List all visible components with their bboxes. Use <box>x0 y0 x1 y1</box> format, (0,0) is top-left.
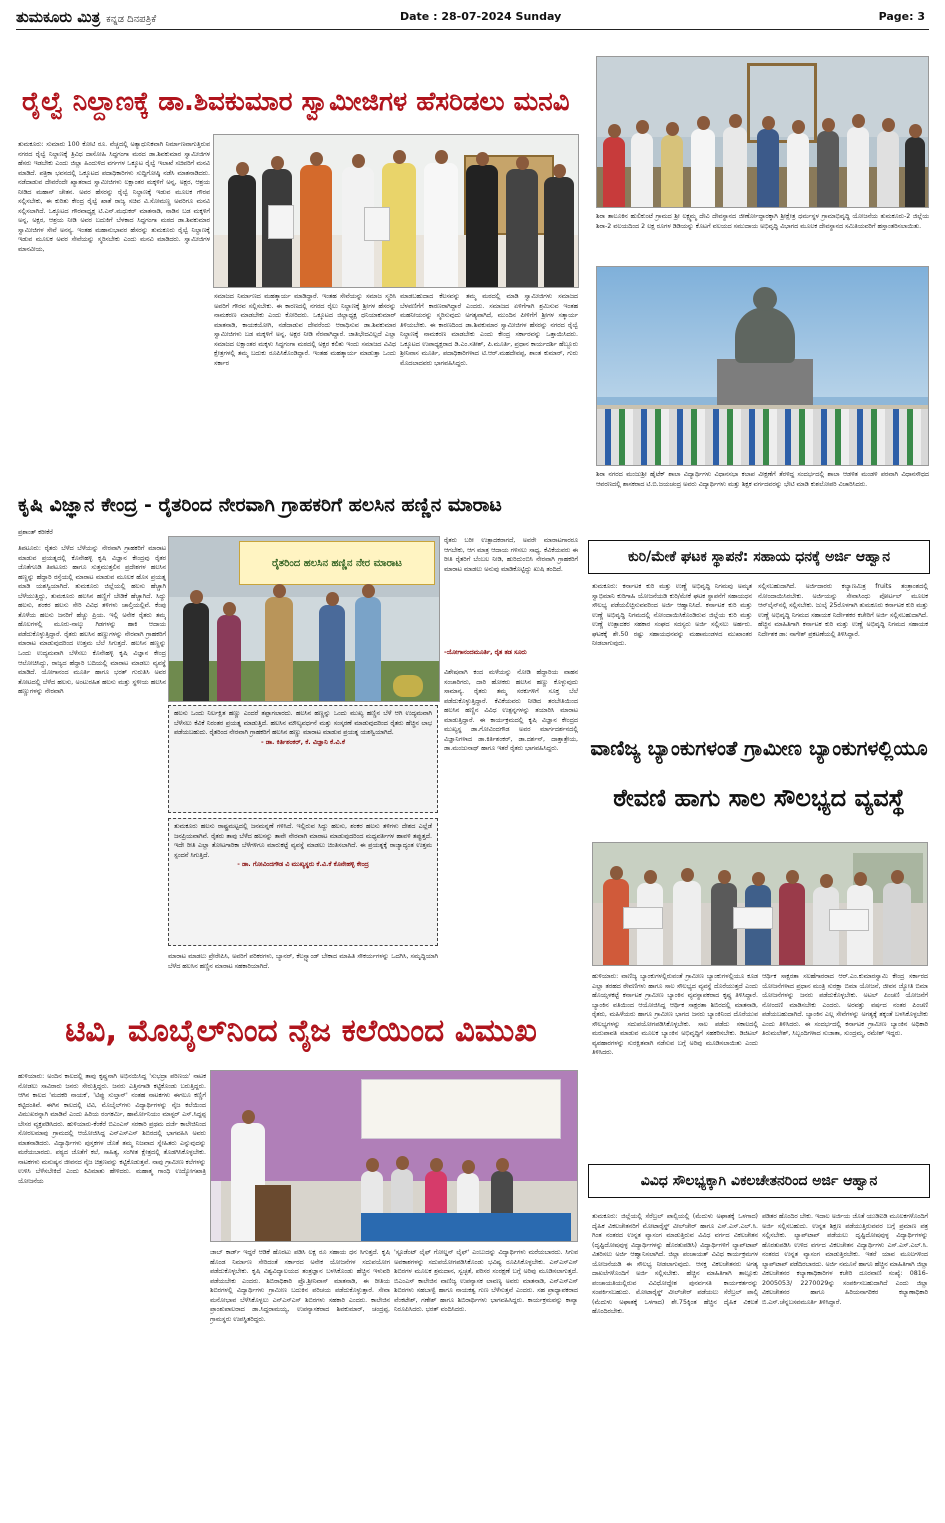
story6-col2: ಆರ್ಥಿಕ ಸಾಕ್ಷರತಾ ಸಲಹೆಗಾರರಾದ ಆರ್.ಎಂ.ಕುಮಾರಸ್ವಾಮಿ ಕೇಂದ್ರ ಸರ್ಕಾರದ ಯೋಜನೆಗಳಾದ ಪ್ರಧಾನ ಮಂತ್ರಿ ಸುರಕ್ಷಾ ಬಿಮಾ ಯೋಜನೆ, ಜೀವನ ಜ್ಯೋತಿ ಬಿಮಾ ಯೋಜನೆಗಳನ್ನು ಜನರು ಪಡೆದುಕೊಳ್ಳಬೇಕು. ಅಟಲ್ ಪಿಂಚಣಿ ಯೋಜನೆಗೆ ನೋಂದಣಿ ಮಾಡಿಸಬೇಕು ಎಂದರು. ಅರವತ್ತು ವರ್ಷದ ನಂತರ ಪಿಂಚಣಿ ಪಡೆಯಬಹುದಾಗಿದೆ. ಬ್ಯಾಂಕಿನ ಎಲ್ಲ ಸೇವೆಗಳನ್ನು ಅಗತ್ಯಕ್ಕೆ ತಕ್ಕಂತೆ ಬಳಸಿಕೊಳ್ಳಬೇಕು ಎಂದು ತಿಳಿಸಿದರು. ಈ ಸಂದರ್ಭದಲ್ಲಿ ಕರ್ನಾಟಕ ಗ್ರಾಮೀಣ ಬ್ಯಾಂಕಿನ ಅಧಿಕಾರಿ ತಿರುಮಲೇಶ್, ಸಿಬ್ಬಂದಿಗಳಾದ ಸುಜಾತಾ, ಸುಂದ್ರಮ್ಮ, ರಮೇಶ್ ಇದ್ದರು. <box>762 973 928 1038</box>
story6-headline-line2: ಠೇವಣಿ ಹಾಗು ಸಾಲ ಸೌಲಭ್ಯದ ವ್ಯವಸ್ಥೆ <box>613 784 905 812</box>
story5-col2: ಸಲ್ಲಿಸಬಹುದಾಗಿದೆ. ಅರ್ಜಿದಾರರು ಕಲ್ಯಾಣಮಿತ್ರ fruits ತಂತ್ರಾಂಶದಲ್ಲಿ ನೋಂದಾಯಿಸಿರಬೇಕು. ಅರ್ಜಿಯನ್ನು ಸೇವಾಸಿಂಧು ಪೋರ್ಟಲ್ ಮೂಲಕ ಆನ್‌ಲೈನ್‌ನಲ್ಲಿ ಸಲ್ಲಿಸಬೇಕು. ಜುಲೈ 25ರೊಳಗಾಗಿ ತುಮಕೂರು ಕರ್ನಾಟಕ ಕುರಿ ಮತ್ತು ಉಣ್ಣೆ ಅಭಿವೃದ್ಧಿ ನಿಗಮದ ಸಹಾಯಕ ನಿರ್ದೇಶಕರ ಕಚೇರಿಗೆ ಅರ್ಜಿ ಸಲ್ಲಿಸಬಹುದಾಗಿದೆ. ಹೆಚ್ಚಿನ ಮಾಹಿತಿಗಾಗಿ ಕರ್ನಾಟಕ ಕುರಿ ಮತ್ತು ಉಣ್ಣೆ ಅಭಿವೃದ್ಧಿ ನಿಗಮದ ಸಹಾಯಕ ನಿರ್ದೇಶಕ ಡಾ: ನಾಗೇಶ್ ಪ್ರಕಟಣೆಯಲ್ಲಿ ತಿಳಿಸಿದ್ದಾರೆ. <box>758 583 928 638</box>
story7-headline: ಟಿವಿ, ಮೊಬೈಲ್‌ನಿಂದ ನೈಜ ಕಲೆಯಿಂದ ವಿಮುಖ <box>65 1013 537 1049</box>
story4-farmer-sig: -ಯೋಗಾನಂದಮೂರ್ತಿ, ರೈತ ತಡ ಸೂರು <box>444 649 527 656</box>
issue-date: Date : 28-07-2024 Sunday <box>400 10 562 23</box>
story6-col1: ಹುಳಿಯಾರು: ವಾಣಿಜ್ಯ ಬ್ಯಾಂಕುಗಳಲ್ಲಿರುವಂತೆ ಗ್ರಾಮೀಣ ಬ್ಯಾಂಕುಗಳಲ್ಲಿಯೂ ಕೂಡ ಎಲ್ಲಾ ತರಹದ ಠೇವಣಿಗಳು ಹಾಗೂ ಸಾಲ ಸೌಲಭ್ಯದ ವ್ಯವಸ್ಥೆ ದೊರೆಯುತ್ತದೆ ಎಂದು ಹೊಯ್ಸಳಕಟ್ಟೆ ಕರ್ನಾಟಕ ಗ್ರಾಮೀಣ ಬ್ಯಾಂಕಿನ ವ್ಯವಸ್ಥಾಪಕರಾದ ಕೃಷ್ಣ ತಿಳಿಸಿದ್ದಾರೆ. ಬ್ಯಾಂಕಿನ ವತಿಯಿಂದ ಆಯೋಜಿಸಿದ್ದ ಆರ್ಥಿಕ ಸಾಕ್ಷರತಾ ಶಿಬಿರದಲ್ಲಿ ಮಾತನಾಡಿ, ರೈತರು, ಮಹಿಳೆಯರು ಹಾಗೂ ಗ್ರಾಮೀಣ ಭಾಗದ ಜನರು ಬ್ಯಾಂಕಿನಿಂದ ದೊರೆಯುವ ಸೌಲಭ್ಯಗಳನ್ನು ಸದುಪಯೋಗಪಡಿಸಿಕೊಳ್ಳಬೇಕು. ಸಾಲ ಪಡೆದು ಸಕಾಲದಲ್ಲಿ ಮರುಪಾವತಿ ಮಾಡುವ ಮೂಲಕ ಬ್ಯಾಂಕಿನ ಅಭಿವೃದ್ಧಿಗೆ ಸಹಕರಿಸಬೇಕು. ಡಿಜಿಟಲ್ ವ್ಯವಹಾರಗಳನ್ನು ಸುರಕ್ಷಿತವಾಗಿ ನಡೆಸುವ ಬಗ್ಗೆ ಅರಿವು ಮೂಡಿಸಲಾಯಿತು ಎಂದು ತಿಳಿಸಿದರು. <box>592 973 758 1057</box>
story1-headline: ರೈಲ್ವೆ ನಿಲ್ದಾಣಕ್ಕೆ ಡಾ.ಶಿವಕುಮಾರ ಸ್ವಾಮೀಜಿಗಳ ಹೆಸರಿಡಲು ಮನವಿ <box>22 87 570 117</box>
story1-col3: ಮಾಡಬಹುದಾದ ಕೆಲಸವನ್ನು ತಮ್ಮ ಮಠದಲ್ಲಿ ಮಾಡಿ ಸ್ವಾಮೀಜಿಗಳು ಸಮಾಜದ ಬೆಳವಣಿಗೆಗೆ ಕಾರಣರಾಗಿದ್ದಾರೆ ಎಂದರು. ಸಮಾಜದ ಏಳಿಗೆಗಾಗಿ ಶ್ರಮಿಸುವ ಇಂತಹ ಮಹನೀಯರನ್ನು ಸ್ಮರಿಸುವುದು ಅಗತ್ಯವಾಗಿದೆ, ಮುಂದಿನ ಪೀಳಿಗೆಗೆ ಶ್ರೀಗಳ ಸತ್ಕಾರ್ಯ ತಿಳಿಯಬೇಕು. ಈ ಕಾರಣದಿಂದ ಡಾ.ಶಿವಕುಮಾರ ಸ್ವಾಮೀಜಿಗಳ ಹೆಸರನ್ನು ನಗರದ ರೈಲ್ವೆ ನಿಲ್ದಾಣಕ್ಕೆ ನಾಮಕರಣ ಮಾಡಬೇಕು ಎಂದು ಕೇಂದ್ರ ಸರ್ಕಾರವನ್ನು ಒತ್ತಾಯಿಸಿದರು. ಒಕ್ಕೂಟದ ಉಪಾಧ್ಯಕ್ಷರಾದ ಡಿ.ಎಂ.ಸತೀಶ್, ಪಿ.ಮೂರ್ತಿ, ಪ್ರಧಾನ ಕಾರ್ಯದರ್ಶಿ ಹೆಬ್ಬೂರು ಶ್ರೀನಿವಾಸ ಮೂರ್ತಿ, ಪದಾಧಿಕಾರಿಗಳಾದ ಟಿ.ಆರ್.ಮಹದೇವಪ್ಪ, ಶಾಂತ ಕುಮಾರ್, ಗುರು ಮೊದಲಾದವರು ಭಾಗವಹಿಸಿದ್ದರು. <box>400 293 578 367</box>
story4-col1: ತಿಪಟೂರು: ರೈತರು ಬೆಳೆದ ಬೆಳೆಯನ್ನು ನೇರವಾಗಿ ಗ್ರಾಹಕರಿಗೆ ಮಾರಾಟ ಮಾಡುವ ಪ್ರಯತ್ನದಲ್ಲಿ ಕೊನೇಹಳ್ಳಿ ಕೃಷಿ ವಿಜ್ಞಾನ ಕೇಂದ್ರವು ರೈತರ ಜೊತೆಗೂಡಿ ತಿಪಟೂರು ಹಾಗೂ ಸುತ್ತಮುತ್ತಲಿನ ಪ್ರದೇಶಗಳ ಹಲಸಿನ ಹಣ್ಣನ್ನು ಹೆದ್ದಾರಿ ರಸ್ತೆಯಲ್ಲಿ ಮಾರಾಟ ಮಾಡುವ ಮೂಲಕ ಹೊಸ ಪ್ರಯತ್ನ ಮಾಡಿ ಯಶಸ್ವಿಯಾಗಿದೆ. ತುಮಕೂರು ಜಿಲ್ಲೆಯಲ್ಲಿ ಹಲಸು ಹೆಚ್ಚಾಗಿ ಬೆಳೆಯುತ್ತಿದ್ದು, ತುಮಕೂರು ಹಲಸಿನ ಹಣ್ಣಿಗೆ ಬೇಡಿಕೆ ಹೆಚ್ಚಾಗಿದೆ. ಸಿದ್ದು ಹಲಸು, ಶಂಕರ ಹಲಸು ಸೇರಿ ವಿವಿಧ ತಳಿಗಳು ಚಾಲ್ತಿಯಲ್ಲಿವೆ. ಕೆಂಪು ತೊಳೆಯ ಹಲಸು ಜನರಿಗೆ ಹೆಚ್ಚು ಪ್ರಿಯ. ಇಲ್ಲಿ ಅನೇಕ ರೈತರು ತಮ್ಮ ಹೊಲಗಳಲ್ಲಿ ಮೂರು-ನಾಲ್ಕು ಗಿಡಗಳನ್ನು ಹಾಕಿ ಆದಾಯ ಪಡೆದುಕೊಳ್ಳುತ್ತಿದ್ದಾರೆ. ರೈತರು ಹಲಸಿನ ಹಣ್ಣುಗಳನ್ನು ನೇರವಾಗಿ ಗ್ರಾಹಕರಿಗೆ ಮಾರಾಟ ಮಾಡುವುದರಿಂದ ಉತ್ತಮ ಬೆಲೆ ಸಿಗುತ್ತದೆ. ಹಲಸಿನ ಹಣ್ಣನ್ನು ಒಂದು ಉದ್ಯಮವಾಗಿ ಬೆಳೆಸಲು ಕೊನೇಹಳ್ಳಿ ಕೃಷಿ ವಿಜ್ಞಾನ ಕೇಂದ್ರ ಆಲೋಚಿಸಿದ್ದು, ರಾಜ್ಯದ ಹೆದ್ದಾರಿ ಬದಿಯಲ್ಲಿ ಮಾರಾಟ ಮಾಡಲು ವ್ಯವಸ್ಥೆ ಮಾಡಿದೆ. ಯೋಗಾನಂದ ಮೂರ್ತಿ ಹಾಗೂ ಭರತ್ ಗುರುತಿಸಿ ಅವರ ತೋಟದಲ್ಲಿ ಬೆಳೆದ ಹಲಸು, ಅಂಟುರಹಿತ ಹಲಸು ಮತ್ತು ಸ್ಥಳೀಯ ಹಲಸಿನ ಹಣ್ಣುಗಳನ್ನು ನೇರವಾಗಿ <box>18 545 166 696</box>
story4-byline: ಪ್ರಶಾಂತ್ ಕರೀಕೆರೆ <box>18 529 53 536</box>
masthead-title: ತುಮಕೂರು ಮಿತ್ರ <box>16 8 101 26</box>
story1-col2: ಸಮಾಜದ ನಿರ್ಮಾಣದ ಮಹತ್ಕಾರ್ಯ ಮಾಡಿದ್ದಾರೆ. ಇಂತಹ ಸೇವೆಯನ್ನು ಸಮಾಜ ಸ್ಮರಿಸಿ ಅವರಿಗೆ ಗೌರವ ಸಲ್ಲಿಸಬೇಕು. ಈ ಕಾರಣದಲ್ಲಿ ನಗರದ ರೈಲು ನಿಲ್ದಾಣಕ್ಕೆ ಶ್ರೀಗಳ ಹೆಸರನ್ನು ನಾಮಕರಣ ಮಾಡಬೇಕು ಎಂದು ಕೋರಿದರು. ಒಕ್ಕೂಟದ ಜಿಲ್ಲಾಧ್ಯಕ್ಷ ಧನಿಯಾಕುಮಾರ್ ಮಾತನಾಡಿ, ಕಾಯಕಯೋಗಿ, ನಡೆದಾಡುವ ದೇವರೆಂದು ಆರಾಧಿಸುವ ಡಾ.ಶಿವಕುಮಾರ ಸ್ವಾಮೀಜಿಗಳು ಬಡ ಮಕ್ಕಳಿಗೆ ಅನ್ನ, ಅಕ್ಷರ ನೀಡಿ ನೆರವಾಗಿದ್ದಾರೆ. ಜಾತಿಭೇದವಿಲ್ಲದೆ ಎಲ್ಲಾ ಸಮಾಜದ ಲಕ್ಷಾಂತರ ಮಕ್ಕಳು ಸಿದ್ಧಗಂಗಾ ಮಠದಲ್ಲಿ ಅಕ್ಷರ ಕಲಿತು ಇಂದು ಸಮಾಜದ ವಿವಿಧ ಕ್ಷೇತ್ರಗಳಲ್ಲಿ ತಮ್ಮ ಬದುಕು ರೂಪಿಸಿಕೊಂಡಿದ್ದಾರೆ. ಇಂತಹ ಮಹತ್ಕಾರ್ಯ ಮಾಡುತ್ತಾ ಒಂದು ಸರ್ಕಾರ <box>214 293 396 367</box>
story7-photo <box>210 1070 578 1242</box>
story7-col1: ಹುಳಿಯಾರು: ಅಂದಿನ ಕಾಲದಲ್ಲಿ ತಾವು ಕೃಷ್ಣನಾಗಿ ಅಭಿನಯಿಸಿದ್ದ 'ಸುಭದ್ರಾ ಪರಿಣಯ' ನಾಟಕ ನೋಡಲು ಸಾವಿರಾರು ಜನರು ಸೇರುತ್ತಿದ್ದರು. ಜನರು ಎತ್ತಿನಗಾಡಿ ಕಟ್ಟಿಕೊಂಡು ಬರುತ್ತಿದ್ದರು. ಆಗಿನ ಕಾಲದ 'ಮದಕರಿ ನಾಯಕ', 'ಟಿಪ್ಪು ಸುಲ್ತಾನ್' ನಂತಹ ನಾಟಕಗಳು ಈಗಲೂ ಕಣ್ಣಿಗೆ ಕಟ್ಟಿದಂತಿವೆ. ಈಗಿನ ಕಾಲದಲ್ಲಿ ಟಿವಿ, ಮೊಬೈಲ್‌ಗಳು ವಿದ್ಯಾರ್ಥಿಗಳನ್ನು ನೈಜ ಕಲೆಯಿಂದ ವಿಮುಖರನ್ನಾಗಿ ಮಾಡಿವೆ ಎಂದು ಹಿರಿಯ ರಂಗಕರ್ಮಿ, ಹಾರ್ಮೋನಿಯಂ ಮಾಸ್ಟರ್ ಎಸ್.ಸಿದ್ದಪ್ಪ ಬೇಸರ ವ್ಯಕ್ತಪಡಿಸಿದರು. ಹುಳಿಯಾರು-ಕೆಂಕೆರೆ ಬಿಎಂಎಸ್ ಸರಕಾರಿ ಪ್ರಥಮ ದರ್ಜೆ ಕಾಲೇಜಿನಿಂದ ಸೋರಲಮಾವು ಗ್ರಾಮದಲ್ಲಿ ಆಯೋಜಿಸಿದ್ದ ಎನ್‌ಎಸ್‌ಎಸ್ ಶಿಬಿರದಲ್ಲಿ ಭಾಗವಹಿಸಿ ಅವರು ಮಾತನಾಡಿದರು. ವಿದ್ಯಾರ್ಥಿಗಳು ಪುಸ್ತಕಗಳ ಜೊತೆ ತಮ್ಮ ನಿಜವಾದ ಸ್ನೇಹಿತರು ಎನ್ನುವುದನ್ನು ಮರೆಯಬಾರದು. ಪಠ್ಯದ ಜೊತೆಗೆ ಕಲೆ, ಸಾಹಿತ್ಯ, ಸಂಗೀತ ಕ್ಷೇತ್ರದಲ್ಲಿ ತೊಡಗಿಸಿಕೊಳ್ಳಬೇಕು. ನಾಟಕಗಳು ಮನುಷ್ಯನ ಜೀವನದ ನೈಜ ಚಿತ್ರಣವನ್ನು ಕಟ್ಟಿಕೊಡುತ್ತವೆ. ನಾವು ಗ್ರಾಮೀಣ ಕಲೆಗಳನ್ನು ಉಳಿಸಿ ಬೆಳೆಸಬೇಕಿದೆ ಎಂದು ಕಿವಿಮಾತು ಹೇಳಿದರು. ಮಹಾತ್ಮ ಗಾಂಧಿ ಉದ್ಯೋಗಖಾತ್ರಿ ಯೋಜನೆಯ <box>18 1073 206 1186</box>
story7-col2: ಜಾಬ್ ಕಾರ್ಡ್ ಇದ್ದರೆ ಆಡಿಕೆ ಹೊರಟು ಪಡಿಸಿ ಲಕ್ಷ ರೂ ಸಹಾಯ ಧನ ಸಿಗುತ್ತದೆ. ಕೃಷಿ ಹೊಂಡ ನಿರ್ಮಾಣ ಸೇರಿದಂತೆ ಸರ್ಕಾರದ ಅನೇಕ ಯೋಜನೆಗಳ ಸದುಪಯೋಗ ಪಡೆದುಕೊಳ್ಳಬೇಕು. ಕೃಷಿ ವಿಶ್ವವಿದ್ಯಾಲಯದ ತಂತ್ರಜ್ಞಾನ ಬಳಸಿಕೊಂಡು ಹೆಚ್ಚಿನ ಇಳುವರಿ ಪಡೆಯಬೇಕು ಎಂದರು. ಶಿಬಿರಾಧಿಕಾರಿ ಪ್ರೊ.ಶ್ರೀನಿವಾಸ್ ಮಾತನಾಡಿ, ಈ ರೀತಿಯ ಶಿಬಿರಗಳಲ್ಲಿ ವಿದ್ಯಾರ್ಥಿಗಳು ಗ್ರಾಮೀಣ ಬದುಕಿನ ಪರಿಚಯ ಪಡೆದುಕೊಳ್ಳುತ್ತಾರೆ. ಸೇವಾ ಮನೋಭಾವ ಬೆಳೆಸಿಕೊಳ್ಳಲು ಎನ್‌ಎಸ್‌ಎಸ್ ಶಿಬಿರಗಳು ಸಹಕಾರಿ ಎಂದರು. ಕಾಲೇಜಿನ ಪ್ರಾಂಶುಪಾಲರಾದ ಡಾ.ಸಿದ್ದರಾಮಯ್ಯ, ಉಪನ್ಯಾಸಕರಾದ ಶಿವಕುಮಾರ್, ಚಂದ್ರಪ್ಪ, ಗ್ರಾಮಸ್ಥರು ಉಪಸ್ಥಿತರಿದ್ದರು. <box>210 1249 390 1323</box>
story4-quote-1-signature: - ಡಾ. ಕಿರ್ತಿಶಂಕರ್, ಕೆ. ವಿಜ್ಞಾನಿ ಕೆ.ವಿ.ಕೆ <box>261 738 345 746</box>
story2-photo <box>596 56 929 208</box>
story5-headline: ಕುರಿ/ಮೇಕೆ ಘಟಕ ಸ್ಥಾಪನೆ: ಸಹಾಯ ಧನಕ್ಕೆ ಅರ್ಜಿ ಆಹ್ವಾನ <box>588 540 930 574</box>
story6-headline-line1: ವಾಣಿಜ್ಯ ಬ್ಯಾಂಕುಗಳಂತೆ ಗ್ರಾಮೀಣ ಬ್ಯಾಂಕುಗಳಲ್ಲಿಯೂ <box>590 736 928 760</box>
story4-col3: ವಿಶೇಷವಾಗಿ ಕಂದ ಮಳೆಯನ್ನು ನೋಡಿ ಹೆದ್ದಾರಿಯ ವಾಹನ ಸಂಚಾರಿಗರು, ದಾರಿ ಹೋಕರು ಹಲಸಿನ ಹಣ್ಣು ಕೊಳ್ಳುವುದು ಸಾಮಾನ್ಯ. ರೈತರು ತಮ್ಮ ಸರಕುಗಳಿಗೆ ಸೂಕ್ತ ಬೆಲೆ ಪಡೆದುಕೊಳ್ಳುತ್ತಿದ್ದಾರೆ. ಕೆವಿಕೆಯವರು ನೀಡಿದ ತರಬೇತಿಯಿಂದ ಹಲಸಿನ ಹಣ್ಣಿನ ವಿವಿಧ ಉತ್ಪನ್ನಗಳನ್ನು ತಯಾರಿಸಿ ಮಾರಾಟ ಮಾಡುತ್ತಿದ್ದಾರೆ. ಈ ಕಾರ್ಯಕ್ರಮದಲ್ಲಿ ಕೃಷಿ ವಿಜ್ಞಾನ ಕೇಂದ್ರದ ಮುಖ್ಯಸ್ಥ ಡಾ.ಗೋವಿಂದಗೌಡ ಅವರ ಮಾರ್ಗದರ್ಶನದಲ್ಲಿ ವಿಜ್ಞಾನಿಗಳಾದ ಡಾ.ಕಿರ್ತಿಶಂಕರ್, ಡಾ.ದರ್ಶನ್, ದಾತ್ತಾತ್ರೇಯ, ಡಾ.ಮಂಜುನಾಥ್ ಹಾಗೂ ಇತರೆ ರೈತರು ಭಾಗವಹಿಸಿದ್ದರು. <box>444 669 578 753</box>
story4-banner: ರೈತರಿಂದ ಹಲಸಿನ ಹಣ್ಣಿನ ನೇರ ಮಾರಾಟ <box>239 541 435 585</box>
story8-headline: ವಿವಿಧ ಸೌಲಭ್ಯಕ್ಕಾಗಿ ವಿಕಲಚೇತನರಿಂದ ಅರ್ಜಿ ಆಹ್ವಾನ <box>588 1164 930 1198</box>
story4-photo <box>168 536 440 702</box>
story4-quote-1: ಹಲಸು ಒಂದು ನಿರ್ಲಕ್ಷಿತ ಹಣ್ಣು ಎಂದರೆ ತಪ್ಪಾಗಲಾರದು. ಹಲಸಿನ ಹಣ್ಣನ್ನು ಒಂದು ಮುಖ್ಯ ಹಣ್ಣಿನ ಬೆಳೆ ಆಗಿ ಉದ್ಯಮವಾಗಿ ಬೆಳೆಸಲು ಕೆವಿಕೆ ನಿರಂತರ ಪ್ರಯತ್ನ ಮಾಡುತ್ತಿದೆ. ಹಲಸಿನ ಮೌಲ್ಯವರ್ಧನೆ ಮತ್ತು ಸಂಸ್ಕರಣೆ ಮಾಡುವುದರಿಂದ ರೈತರು ಹೆಚ್ಚಿನ ಲಾಭ ಪಡೆಯಬಹುದು. ರೈತರಿಂದ ನೇರವಾಗಿ ಗ್ರಾಹಕರಿಗೆ ಹಲಸಿನ ಹಣ್ಣು ಮಾರಾಟ ಮಾಡುವ ಪ್ರಯತ್ನ ಯಶಸ್ವಿಯಾಗಿದೆ. <box>174 710 432 737</box>
story2-caption: ಶಿರಾ ತಾಲೂಕಿನ ಹುಲಿಕುಂಟೆ ಗ್ರಾಮದ ಶ್ರೀ ಲಕ್ಷ್ಮಮ್ಮ ದೇವಿ ದೇವಸ್ಥಾನದ ಜೀರ್ಣೋದ್ಧಾರಕ್ಕಾಗಿ ಶ್ರೀಕ್ಷೇತ್ರ ಧರ್ಮಸ್ಥಳ ಗ್ರಾಮಾಭಿವೃದ್ಧಿ ಯೋಜನೆಯ ತುಮಕೂರು-2 ಜಿಲ್ಲೆಯ ಶಿರಾ-2 ವಲಯದಿಂದ 2 ಲಕ್ಷ ರೂಗಳ ಡಿಡಿಯನ್ನು ಕೊಟಗೆ ವಲಯದ ಸಮುದಾಯ ಅಭಿವೃದ್ಧಿ ವಿಭಾಗದ ಮೂಲಕ ದೇವಸ್ಥಾನದ ಸಮಿತಿಯವರಿಗೆ ಹಸ್ತಾಂತರಿಸಲಾಯಿತು. <box>596 213 929 230</box>
masthead-subtitle: ಕನ್ನಡ ದಿನಪತ್ರಿಕೆ <box>106 14 157 25</box>
story4-quote-2-signature: - ಡಾ. ಗೋವಿಂದಗೌಡ ವಿ ಮುಖ್ಯಸ್ಥರು ಕೆ.ವಿ.ಕೆ ಕೊನೇಹಳ್ಳಿ ಕೇಂದ್ರ <box>237 861 369 869</box>
story4-tail: ಮಾರಾಟ ಮಾಡಲು ಪ್ರೇರೇಪಿಸಿ, ಅವರಿಗೆ ಪರಿಕರಗಳು, ಬ್ಯಾನರ್, ಕೆಲಸ್ಟ್ಯಾಂಡ್ ಬೇಕಾದ ಮಾಹಿತಿ ಸೌಕರ್ಯಗಳನ್ನು ಒದಗಿಸಿ, ಸಮೃದ್ಧಿಯಾಗಿ ಬೆಳೆದ ಹಲಸಿನ ಹಣ್ಣಿನ ಮಾರಾಟ ಸಹಕಾರಿಯಾಗಿದೆ. <box>168 953 438 970</box>
story8-col1: ತುಮಕೂರು: ಜಿಲ್ಲೆಯಲ್ಲಿ ಸೆರೆಬ್ರಲ್ ಪಾಲ್ಸಿಯಲ್ಲಿ (ಮೆದುಳು ಅಘಾತಕ್ಕೆ ಒಳಗಾದ) ದೈಹಿಕ ವಿಕಲಚೇತನರಿಗೆ ಮೋಟಾರೈಸ್ಡ್ ವೀಲ್‌ಚೇರ್ ಹಾಗೂ ಎಸ್.ಎಸ್.ಎಲ್.ಸಿ. ಗಿಂತ ನಂತರದ ಉನ್ನತ ವ್ಯಾಸಂಗ ಮಾಡುತ್ತಿರುವ ವಿವಿಧ ವರ್ಗದ ವಿಕಲಚೇತನ (ದೃಷ್ಟಿದೋಷವುಳ್ಳ ವಿದ್ಯಾರ್ಥಿಗಳನ್ನು ಹೊರತುಪಡಿಸಿ) ವಿದ್ಯಾರ್ಥಿಗಳಿಗೆ ಲ್ಯಾಪ್‌ಟಾಪ್ ವಿತರಿಸಲು ಅರ್ಜಿ ಆಹ್ವಾನಿಸಲಾಗಿದೆ. ಜಿಲ್ಲಾ ಪಂಚಾಯತ್ ವಿವಿಧ ಕಾರ್ಯಕ್ರಮಗಳ ಯೋಜನೆಯಡಿ ಈ ಸೌಲಭ್ಯ ನೀಡಲಾಗುವುದು. ಆಸಕ್ತ ವಿಕಲಚೇತನರು ಅಗತ್ಯ ದಾಖಲೆಗಳೊಂದಿಗೆ ಅರ್ಜಿ ಸಲ್ಲಿಸಬೇಕು. ಹೆಚ್ಚಿನ ಮಾಹಿತಿಗಾಗಿ ತಾಲ್ಲೂಕು ಪಂಚಾಯತಿಯಲ್ಲಿರುವ ವಿವಿಧೋದ್ದೇಶ ಪುನರ್ವಸತಿ ಕಾರ್ಯಕರ್ತರನ್ನು ಸಂಪರ್ಕಿಸಬಹುದು. ಮೋಟಾರೈಸ್ಡ್ ವೀಲ್‌ಚೇರ್ ಪಡೆಯಲು ಸೆರೆಬ್ರಲ್ ಪಾಲ್ಸಿ (ಮೆದುಳು ಅಘಾತಕ್ಕೆ ಒಳಗಾದ) ಶೇ.75ಕ್ಕಿಂತ ಹೆಚ್ಚಿನ ದೈಹಿಕ ವಿಕಲತೆ ಹೊಂದಿರಬೇಕು. <box>592 1213 758 1316</box>
masthead <box>16 8 156 26</box>
story3-caption: ಶಿರಾ ನಗರದ ಮಂಜುಶ್ರೀ ಹೈಟೆಕ್ ಶಾಲಾ ವಿದ್ಯಾರ್ಥಿಗಳು ವಿಧಾನಸಭಾ ಕಲಾಪ ವೀಕ್ಷಣೆಗೆ ತೆರಳಿದ್ದ ಸಂದರ್ಭದಲ್ಲಿ ಶಾಲಾ ಆಡಳಿತ ಮಂಡಳಿ ಪರವಾಗಿ ವಿಧಾನಸೌಧದ ಆವರಣದಲ್ಲಿ ಶಾಸಕರಾದ ಟಿ.ಬಿ.ಜಯಚಂದ್ರ ಅವರು ವಿದ್ಯಾರ್ಥಿಗಳು ಮತ್ತು ಶಿಕ್ಷಕ ವರ್ಗದವರನ್ನು ಭೇಟಿ ಮಾಡಿ ಕುಶಲೋಪರಿ ವಿಚಾರಿಸಿದರು. <box>596 471 929 488</box>
story6-photo <box>592 842 928 966</box>
story1-photo <box>213 134 579 288</box>
story4-quote-box-2 <box>168 818 438 946</box>
story5-col1: ತುಮಕೂರು: ಕರ್ನಾಟಕ ಕುರಿ ಮತ್ತು ಉಣ್ಣೆ ಅಭಿವೃದ್ಧಿ ನಿಗಮವು ಅಮೃತ ಸ್ವಾಭಿಮಾನಿ ಕುರಿಗಾಹಿ ಯೋಜನೆಯಡಿ ಕುರಿ/ಮೇಕೆ ಘಟಕ ಸ್ಥಾಪನೆಗೆ ಸಹಾಯಧನ ಸೌಲಭ್ಯ ಪಡೆಯಲಿಚ್ಛಿಸುವವರಿಂದ ಅರ್ಜಿ ಆಹ್ವಾನಿಸಿದೆ. ಕರ್ನಾಟಕ ಕುರಿ ಮತ್ತು ಉಣ್ಣೆ ಅಭಿವೃದ್ಧಿ ನಿಗಮದಲ್ಲಿ ನೋಂದಾಯಿಸಿಕೊಂಡಿರುವ ಜಿಲ್ಲೆಯ ಕುರಿ ಮತ್ತು ಉಣ್ಣೆ ಉತ್ಪಾದಕರ ಸಹಕಾರ ಸಂಘದ ಸದಸ್ಯರು ಅರ್ಜಿ ಸಲ್ಲಿಸಲು ಅರ್ಹರು. ಘಟಕಕ್ಕೆ ಶೇ.50 ರಷ್ಟು ಸಹಾಯಧನವನ್ನು ಮಹಾಮಂಡಳದ ಮುಖಾಂತರ ನೀಡಲಾಗುವುದು. <box>592 583 752 648</box>
story4-headline: ಕೃಷಿ ವಿಜ್ಞಾನ ಕೇಂದ್ರ - ರೈತರಿಂದ ನೇರವಾಗಿ ಗ್ರಾಹಕರಿಗೆ ಹಲಸಿನ ಹಣ್ಣಿನ ಮಾರಾಟ <box>18 494 502 516</box>
story4-quote-box-1 <box>168 705 438 813</box>
story8-col2: ಪಡಿತರ ಹೊಂದಿರ ಬೇಕು. ಇದಾಲ ಅರ್ಜಿಯ ಜೊತೆ ಯುಡಿಐಡಿ ಮೂಲಕಗಳೊಂದಿಗೆ ಅರ್ಜಿ ಸಲ್ಲಿಸಬಹುದು. ಉನ್ನತ ಶಿಕ್ಷಣ ಪಡೆಯುತ್ತಿರುವವರ ಬಗ್ಗೆ ಪ್ರಮಾಣ ಪತ್ರ ಸಲ್ಲಿಸಬೇಕು. ಲ್ಯಾಪ್‌ಟಾಪ್ ಪಡೆಯಲು ದೃಷ್ಟಿದೋಷವುಳ್ಳ ವಿದ್ಯಾರ್ಥಿಗಳನ್ನು ಹೊರತುಪಡಿಸಿ ಉಳಿದ ವರ್ಗದ ವಿಕಲಚೇತನ ವಿದ್ಯಾರ್ಥಿಗಳು ಎಸ್.ಎಸ್.ಎಲ್.ಸಿ. ನಂತರದ ಉನ್ನತ ವ್ಯಾಸಂಗ ಮಾಡುತ್ತಿರಬೇಕು. ಇತರೆ ಯಾವ ಮೂಲಗಳಿಂದ ಲ್ಯಾಪ್‌ಟಾಪ್ ಪಡೆದಿರಬಾರದು. ಅರ್ಜಿ ನಮೂನೆ ಹಾಗೂ ಹೆಚ್ಚಿನ ಮಾಹಿತಿಗಾಗಿ ಜಿಲ್ಲಾ ವಿಕಲಚೇತನರ ಕಲ್ಯಾಣಾಧಿಕಾರಿಗಳ ಕಚೇರಿ ದೂರವಾಣಿ ಸಂಖ್ಯೆ: 0816-2005053/ 2270029ನ್ನು ಸಂಪರ್ಕಿಸಬಹುದಾಗಿದೆ ಎಂದು ಜಿಲ್ಲಾ ವಿಕಲಚೇತನರ ಹಾಗೂ ಹಿರಿಯನಾಗರಿಕರ ಕಲ್ಯಾಣಾಧಿಕಾರಿ ಬಿ.ಎಸ್.ಚೆನ್ನಬಸವಮೂರ್ತಿ ತಿಳಿಸಿದ್ದಾರೆ. <box>762 1213 928 1306</box>
page-header <box>16 8 929 30</box>
story1-col1: ತುಮಕೂರು: ಸುಮಾರು 100 ಕೋಟಿ ರೂ. ವೆಚ್ಚದಲ್ಲಿ ಅತ್ಯಾಧುನಿಕವಾಗಿ ನಿರ್ಮಾಣವಾಗುತ್ತಿರುವ ನಗರದ ರೈಲ್ವೆ ನಿಲ್ದಾಣಕ್ಕೆ ತ್ರಿವಿಧ ದಾಸೋಹಿ ಸಿದ್ಧಗಂಗಾ ಮಠದ ಡಾ.ಶಿವಕುಮಾರ ಸ್ವಾಮೀಜಿಗಳ ಹೆಸರು ಇಡಬೇಕು ಎಂದು ಜಿಲ್ಲಾ ಹಿಂದುಳಿದ ವರ್ಗಗಳ ಒಕ್ಕೂಟ ರೈಲ್ವೆ ಇಲಾಖೆ ಸಚಿವರಿಗೆ ಮನವಿ ಮಾಡಿದೆ. ಪತ್ರಿಕಾ ಭವನದಲ್ಲಿ ಒಕ್ಕೂಟದ ಪದಾಧಿಕಾರಿಗಳು ಸುದ್ದಿಗೋಷ್ಠಿ ನಡೆಸಿ ಮಾತನಾಡಿದರು. ನಡೆದಾಡುವ ದೇವರೆಂದೇ ಖ್ಯಾತರಾದ ಸ್ವಾಮೀಜಿಗಳು ಲಕ್ಷಾಂತರ ಮಕ್ಕಳಿಗೆ ಅನ್ನ, ಅಕ್ಷರ, ಆಶ್ರಯ ನೀಡಿದ ಮಹಾನ್ ಚೇತನ. ಅವರ ಹೆಸರನ್ನು ರೈಲ್ವೆ ನಿಲ್ದಾಣಕ್ಕೆ ಇಡುವ ಮೂಲಕ ಗೌರವ ಸಲ್ಲಿಸಬೇಕು, ಈ ಕುರಿತು ಕೇಂದ್ರ ರೈಲ್ವೆ ಖಾತೆ ರಾಜ್ಯ ಸಚಿವ ವಿ.ಸೋಮಣ್ಣ ಅವರಿಗೂ ಮನವಿ ಸಲ್ಲಿಸಲಾಗಿದೆ. ಒಕ್ಕೂಟದ ಗೌರವಾಧ್ಯಕ್ಷ ಟಿ.ಎನ್.ಮಧುಕರ್ ಮಾತನಾಡಿ, ನಾಡಿನ ಬಡ ಮಕ್ಕಳಿಗೆ ಅನ್ನ, ಅಕ್ಷರ, ಆಶ್ರಯ ನೀಡಿ ಅವರ ಬದುಕಿಗೆ ಬೆಳಕಾದ ಸಿದ್ಧಗಂಗಾ ಮಠದ ಡಾ.ಶಿವಕುಮಾರ ಸ್ವಾಮೀಜಿಗಳ ಸೇವೆ ಅನನ್ಯ. ಇಂತಹ ಮಹಾನುಭಾವರ ಹೆಸರನ್ನು ತುಮಕೂರು ರೈಲ್ವೆ ನಿಲ್ದಾಣಕ್ಕೆ ಇಡುವ ಮೂಲಕ ಅವರ ಸೇವೆಯನ್ನು ಸ್ಮರಿಸಬೇಕು ಎಂದು ಮನವಿ ಮಾಡಿದರು. ಸ್ವಾಮೀಜಿಗಳ ಮಾನವೀಯ, <box>18 141 210 254</box>
story3-photo <box>596 266 929 466</box>
story4-col2: ರೈತರು ಬರೀ ಉತ್ಪಾದಕರಾಗದೆ, ಅವರೇ ಮಾರಾಟಗಾರರೂ ಆಗಬೇಕು, ಆಗ ಮಾತ್ರ ಆದಾಯ ಗಳಿಸಲು ಸಾಧ್ಯ. ಕೆವಿಕೆಯವರು ಈ ರೀತಿ ರೈತರಿಗೆ ಬೆಂಬಲ ನೀಡಿ, ಹುರಿದುಂಬಿಸಿ ನೇರವಾಗಿ ಗ್ರಾಹಕರಿಗೆ ಮಾರಾಟ ಮಾಡಲು ಅನುವು ಮಾಡಿಕೊಟ್ಟಿದ್ದು ಖುಷಿ ತಂದಿದೆ. <box>444 537 578 573</box>
story4-quote-2: ತುಮಕೂರು ಹಲಸು ರಾಷ್ಟ್ರಮಟ್ಟದಲ್ಲಿ ಜನಮನ್ನಣೆ ಗಳಿಸಿದೆ. ಇಲ್ಲಿರುವ ಸಿದ್ದು ಹಲಸು, ಶಂಕರ ಹಲಸು ತಳಿಗಳು ದೇಶದ ಎಲ್ಲೆಡೆ ಜನಪ್ರಿಯವಾಗಿವೆ. ರೈತರು ತಾವು ಬೆಳೆದ ಹಲಸನ್ನು ತಾವೇ ನೇರವಾಗಿ ಮಾರಾಟ ಮಾಡುವುದರಿಂದ ಮಧ್ಯವರ್ತಿಗಳ ಹಾವಳಿ ತಪ್ಪುತ್ತದೆ. ಇದೇ ರೀತಿ ಎಲ್ಲಾ ತೋಟಗಾರಿಕಾ ಬೆಳೆಗಳಿಗೂ ಮಾರುಕಟ್ಟೆ ವ್ಯವಸ್ಥೆ ಮಾಡಲು ಚಿಂತಿಸಲಾಗಿದೆ. ಈ ಪ್ರಯತ್ನಕ್ಕೆ ರಾಜ್ಯಾದ್ಯಂತ ಉತ್ತಮ ಸ್ಪಂದನೆ ಸಿಗುತ್ತಿದೆ. <box>174 823 432 859</box>
story7-col3: 'ಸ್ಟೂಡೆಂಟ್ ಲೈಫ್ ಗೋಲ್ಡನ್ ಲೈಫ್' ಎಂಬುದನ್ನು ವಿದ್ಯಾರ್ಥಿಗಳು ಮರೆಯಬಾರದು. ಸಿಗುವ ಅವಕಾಶಗಳನ್ನು ಸದುಪಯೋಗಪಡಿಸಿಕೊಂಡು ಭವಿಷ್ಯ ರೂಪಿಸಿಕೊಳ್ಳಬೇಕು. ಎನ್‌ಎಸ್‌ಎಸ್ ಶಿಬಿರಗಳ ಮೂಲಕ ಶ್ರಮದಾನ, ಸ್ವಚ್ಛತೆ, ಪರಿಸರ ಸಂರಕ್ಷಣೆ ಬಗ್ಗೆ ಅರಿವು ಮೂಡಿಸಲಾಗುತ್ತದೆ. ಬಿಎಂಎಸ್ ಕಾಲೇಜಿನ ವಾಣಿಜ್ಯ ಉಪನ್ಯಾಸಕ ಲಾವಣ್ಯ ಅವರು ಮಾತನಾಡಿ, ಎನ್‌ಎಸ್‌ಎಸ್ ಶಿಬಿರಗಳು ಸಹಬಾಳ್ವೆ ಹಾಗೂ ನಾಯಕತ್ವ ಗುಣ ಬೆಳೆಸುತ್ತವೆ ಎಂದರು. ಸಹ ಪ್ರಾಧ್ಯಾಪಕರಾದ ವೆಂಕಟೇಶ್, ಗಣೇಶ್ ಹಾಗೂ ಶಿಬಿರಾರ್ಥಿಗಳು ಭಾಗವಹಿಸಿದ್ದರು. ಕಾರ್ಯಕ್ರಮವನ್ನು ಕಾವ್ಯಾ ನಿರೂಪಿಸಿದರು. ಭರತ್ ವಂದಿಸಿದರು. <box>394 1249 578 1314</box>
page-number: Page: 3 <box>878 10 925 23</box>
